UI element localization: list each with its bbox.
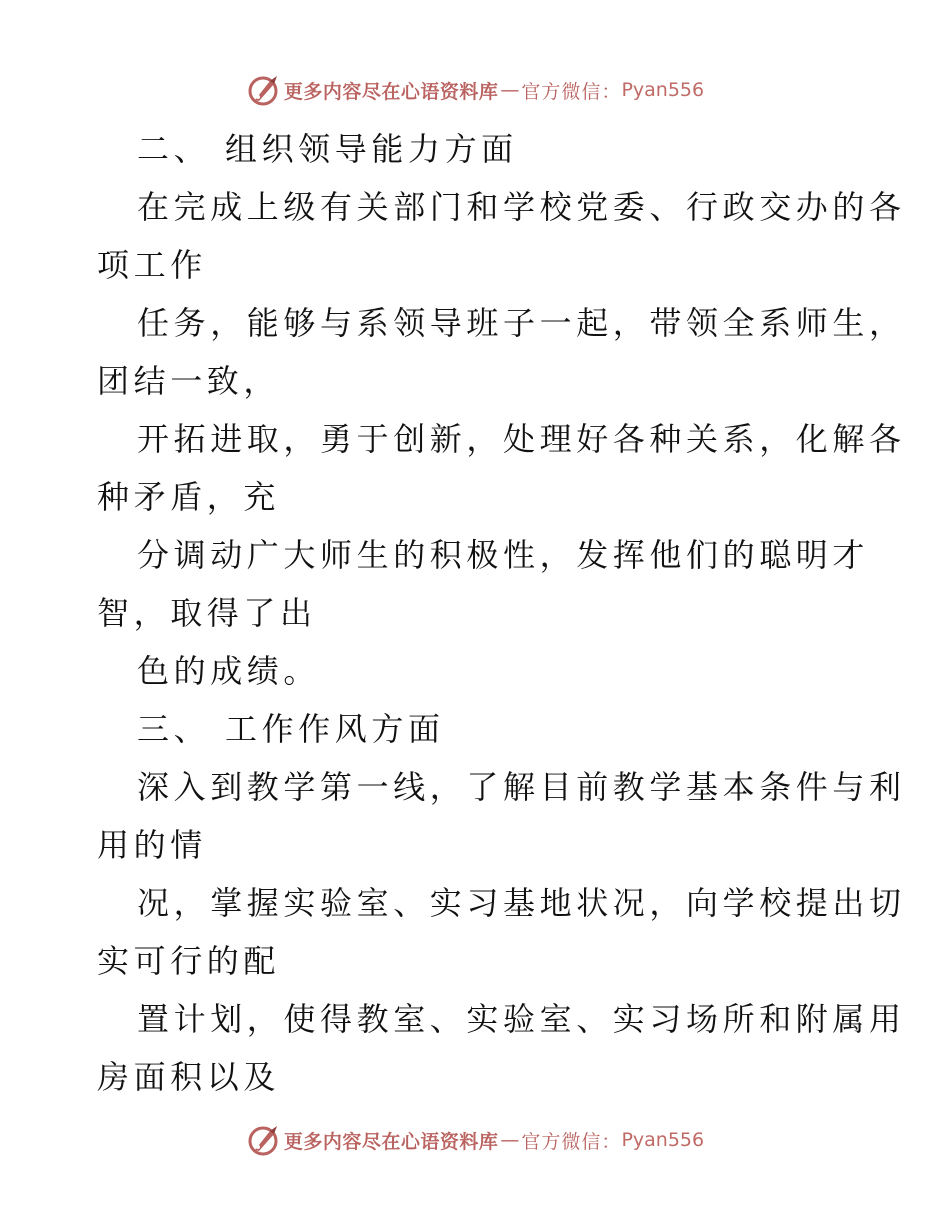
watermark-banner-bottom [0, 1120, 950, 1160]
watermark-wechat-id: Pyan556 [621, 1129, 705, 1151]
text-line: 种矛盾，充 [97, 478, 281, 516]
text-line: 任务，能够与系领导班子一起，带领全系师生， [137, 304, 906, 342]
text-line: 团结一致， [97, 362, 281, 400]
watermark-dash: — [500, 1129, 520, 1151]
watermark-dash: — [500, 79, 520, 101]
watermark-site-text: 更多内容尽在心语资料库 [283, 1130, 499, 1153]
watermark-wechat-label: 官方微信： [521, 1130, 622, 1153]
text-line: 实可行的配 [97, 942, 281, 980]
text-line: 置计划，使得教室、实验室、实习场所和附属用 [137, 1000, 906, 1038]
text-line: 分调动广大师生的积极性，发挥他们的聪明才 [137, 536, 870, 574]
text-line: 在完成上级有关部门和学校党委、行政交办的各 [137, 188, 906, 226]
text-line: 项工作 [97, 246, 207, 284]
section-heading-3: 三、 工作作风方面 [137, 710, 445, 748]
watermark-banner-top [0, 70, 950, 110]
watermark-site-text: 更多内容尽在心语资料库 [283, 80, 499, 103]
text-line: 况，掌握实验室、实习基地状况，向学校提出切 [137, 884, 906, 922]
text-line: 智，取得了出 [97, 594, 317, 632]
watermark-wechat-label: 官方微信： [521, 80, 622, 103]
quill-pen-logo-icon [246, 73, 280, 107]
text-line: 开拓进取，勇于创新，处理好各种关系，化解各 [137, 420, 906, 458]
text-line: 色的成绩。 [137, 652, 321, 690]
watermark-wechat-id: Pyan556 [621, 79, 705, 101]
document-body [97, 120, 906, 1106]
quill-pen-logo-icon [246, 1123, 280, 1157]
text-line: 房面积以及 [97, 1058, 281, 1096]
section-heading-2: 二、 组织领导能力方面 [137, 130, 518, 168]
text-line: 用的情 [97, 826, 207, 864]
text-line: 深入到教学第一线，了解目前教学基本条件与利 [137, 768, 906, 806]
